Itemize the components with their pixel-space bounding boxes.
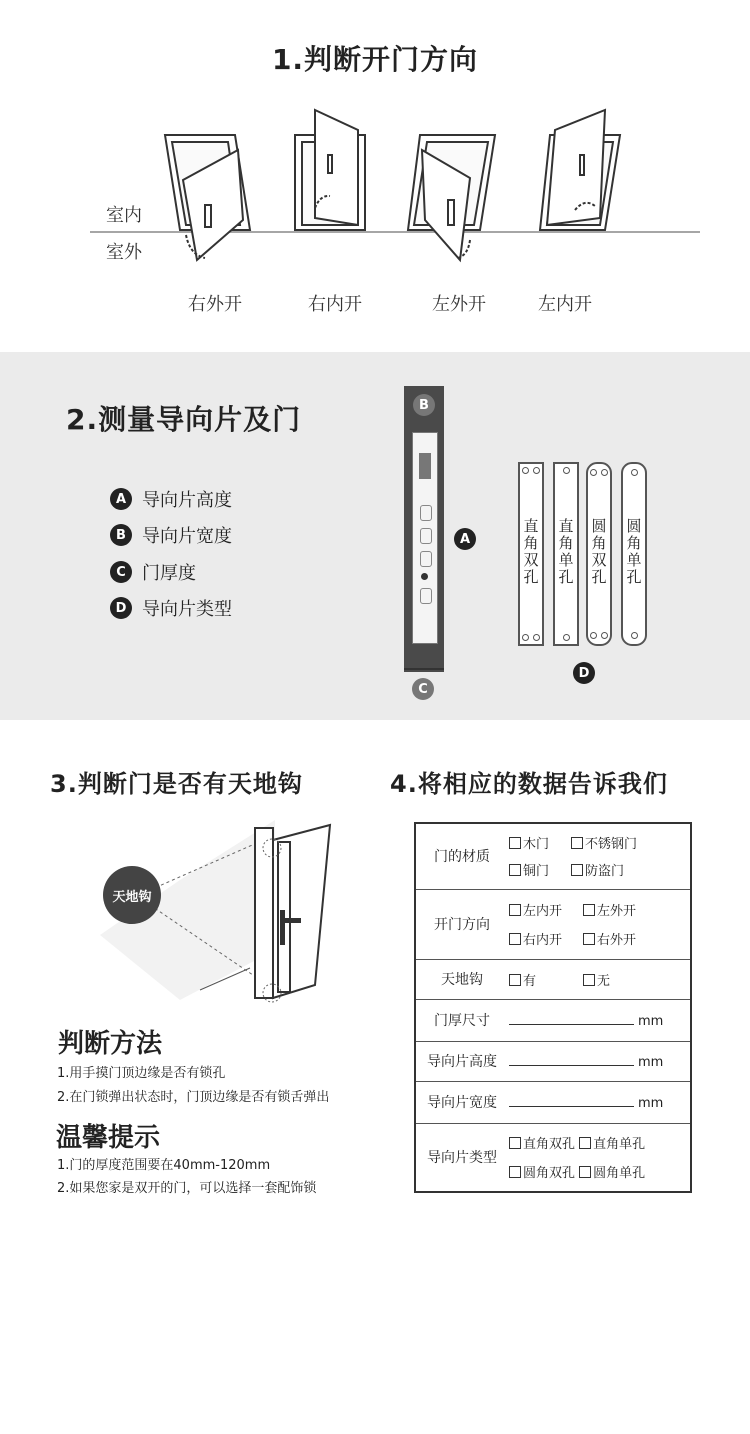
row-type — [415, 1123, 691, 1192]
unit: mm — [638, 1013, 664, 1029]
plate-square-single — [553, 462, 579, 646]
row-label: 导向片宽度 — [415, 1081, 508, 1123]
checkbox-option[interactable]: 防盗门 — [571, 860, 624, 879]
checkbox-option[interactable]: 左内开 — [509, 900, 583, 919]
legend-c — [110, 559, 196, 585]
section1-title: 1.判断开门方向 — [271, 43, 479, 76]
row-label: 门的材质 — [434, 849, 490, 866]
row-label: 天地钩 — [415, 959, 508, 999]
door-right-outward — [165, 135, 250, 260]
plate-round-single — [621, 462, 647, 646]
row-label: 导向片类型 — [415, 1123, 508, 1192]
letter-badge: B — [110, 524, 132, 546]
bolt-hole — [420, 528, 432, 544]
info-form — [414, 822, 692, 1193]
door-left-outward — [408, 135, 495, 260]
screw-hole — [421, 573, 428, 580]
door-label-2: 右内开 — [308, 294, 362, 315]
plate-label: 直角单孔 — [558, 517, 574, 586]
bolt-hole — [420, 505, 432, 521]
checkbox-option[interactable]: 木门 — [509, 833, 571, 852]
strike-plate — [412, 432, 438, 644]
plate-label: 圆角单孔 — [626, 517, 642, 586]
letter-badge: C — [110, 561, 132, 583]
checkbox-icon — [583, 904, 595, 916]
legend-d — [110, 595, 232, 621]
tip-2: 2.如果您家是双开的门，可以选择一套配饰锁 — [57, 1181, 317, 1196]
checkbox-icon — [579, 1166, 591, 1178]
fill-line[interactable] — [509, 1094, 634, 1107]
plate-label: 圆角双孔 — [591, 517, 607, 586]
marker-b: B — [413, 394, 435, 416]
checkbox-option[interactable]: 圆角单孔 — [579, 1162, 645, 1181]
checkbox-option[interactable]: 圆角双孔 — [509, 1162, 575, 1181]
marker-d: D — [573, 662, 595, 684]
checkbox-icon — [509, 1166, 521, 1178]
checkbox-icon — [509, 864, 521, 876]
checkbox-option[interactable]: 左外开 — [583, 900, 636, 919]
door-label-3: 左外开 — [432, 294, 486, 315]
legend-b — [110, 522, 232, 548]
latch-hole — [419, 453, 431, 479]
checkbox-icon — [583, 933, 595, 945]
section4-title: 4.将相应的数据告诉我们 — [390, 770, 668, 798]
checkbox-option[interactable]: 右内开 — [509, 929, 583, 948]
checkbox-option[interactable]: 无 — [583, 970, 610, 989]
hook-badge: 天地钩 — [103, 866, 161, 924]
fill-line[interactable] — [509, 1053, 634, 1066]
section2-title: 2.测量导向片及门 — [66, 403, 302, 436]
checkbox-icon — [509, 1137, 521, 1149]
legend-a — [110, 486, 232, 512]
unit: mm — [638, 1095, 664, 1111]
thickness-line — [404, 668, 444, 670]
checkbox-icon — [571, 837, 583, 849]
tip-1: 1.门的厚度范围要在40mm-120mm — [57, 1158, 271, 1173]
checkbox-icon — [509, 904, 521, 916]
row-height — [415, 1041, 691, 1081]
unit: mm — [638, 1054, 664, 1070]
checkbox-icon — [509, 837, 521, 849]
legend-text: 导向片宽度 — [142, 526, 232, 547]
outdoor-label: 室外 — [106, 242, 142, 263]
bolt-hole — [420, 551, 432, 567]
fill-line[interactable] — [509, 1012, 634, 1025]
letter-badge: D — [110, 597, 132, 619]
row-material — [415, 823, 691, 889]
indoor-label: 室内 — [106, 205, 142, 226]
row-label: 导向片高度 — [415, 1041, 508, 1081]
row-thickness — [415, 999, 691, 1041]
checkbox-option[interactable]: 右外开 — [583, 929, 636, 948]
checkbox-option[interactable]: 有 — [509, 970, 583, 989]
door-label-1: 右外开 — [188, 294, 242, 315]
method-title: 判断方法 — [58, 1029, 163, 1059]
legend-text: 导向片高度 — [142, 490, 232, 511]
legend-text: 导向片类型 — [142, 599, 232, 620]
bolt-hole — [420, 588, 432, 604]
section3-title: 3.判断门是否有天地钩 — [50, 770, 303, 798]
tips-title: 温馨提示 — [56, 1123, 161, 1153]
door-left-inward — [540, 110, 620, 230]
plate-label: 直角双孔 — [523, 517, 539, 586]
checkbox-icon — [509, 974, 521, 986]
row-label: 开门方向 — [415, 889, 508, 959]
checkbox-icon — [571, 864, 583, 876]
marker-a: A — [454, 528, 476, 550]
checkbox-option[interactable]: 不锈钢门 — [571, 833, 637, 852]
plate-round-double — [586, 462, 612, 646]
row-direction — [415, 889, 691, 959]
checkbox-icon — [583, 974, 595, 986]
letter-badge: A — [110, 488, 132, 510]
measure-section — [0, 352, 750, 720]
method-2: 2.在门锁弹出状态时，门顶边缘是否有锁舌弹出 — [57, 1090, 330, 1105]
checkbox-option[interactable]: 直角单孔 — [579, 1133, 645, 1152]
checkbox-option[interactable]: 直角双孔 — [509, 1133, 575, 1152]
row-hook — [415, 959, 691, 999]
checkbox-option[interactable]: 铜门 — [509, 860, 571, 879]
door-right-inward — [295, 110, 365, 230]
plate-square-double — [518, 462, 544, 646]
checkbox-icon — [509, 933, 521, 945]
marker-c: C — [412, 678, 434, 700]
row-width — [415, 1081, 691, 1123]
row-label: 门厚尺寸 — [415, 999, 508, 1041]
checkbox-icon — [579, 1137, 591, 1149]
door-label-4: 左内开 — [538, 294, 592, 315]
legend-text: 门厚度 — [142, 563, 196, 584]
method-1: 1.用手摸门顶边缘是否有锁孔 — [57, 1066, 226, 1081]
